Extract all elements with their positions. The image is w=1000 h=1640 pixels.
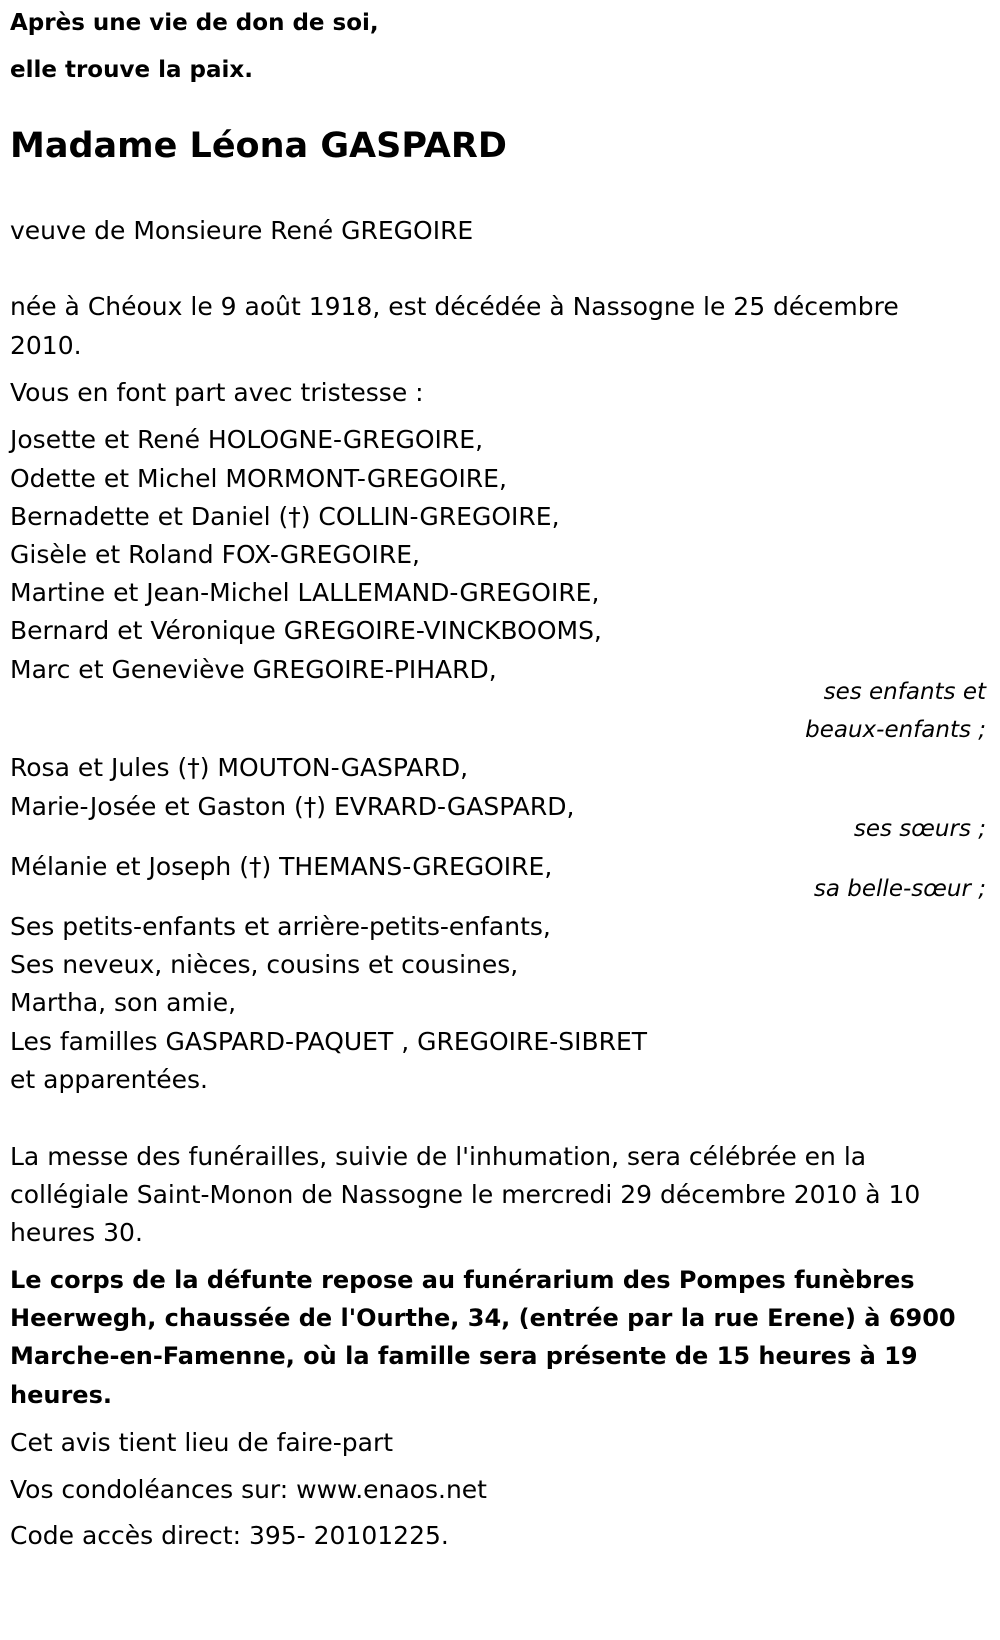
sister-in-law-relation: sa belle-sœur ;: [813, 876, 986, 902]
child-name: Bernard et Véronique GREGOIRE-VINCKBOOMS,: [10, 616, 602, 645]
other-relatives-line: Martha, son amie,: [10, 988, 237, 1017]
sister-in-law-name: Mélanie et Joseph (†) THEMANS-GREGOIRE,: [10, 852, 553, 881]
deceased-name: Madame Léona GASPARD: [10, 126, 507, 166]
funeral-mass-line: collégiale Saint-Monon de Nassogne le mercredi 29 décembre 2010 à 10: [10, 1180, 921, 1209]
funeral-mass-line: La messe des funérailles, suivie de l'inhumation, sera célébrée en la: [10, 1142, 867, 1171]
other-relatives-line: Les familles GASPARD-PAQUET , GREGOIRE-SIBRET: [10, 1027, 648, 1056]
sister-name: Marie-Josée et Gaston (†) EVRARD-GASPARD,: [10, 792, 575, 821]
sister-name: Rosa et Jules (†) MOUTON-GASPARD,: [10, 753, 469, 782]
widow-of: veuve de Monsieure René GREGOIRE: [10, 216, 474, 245]
child-name: Bernadette et Daniel (†) COLLIN-GREGOIRE,: [10, 502, 560, 531]
child-name: Josette et René HOLOGNE-GREGOIRE,: [10, 425, 484, 454]
sisters-relation: ses sœurs ;: [853, 816, 986, 842]
children-relation-line-1: ses enfants et: [823, 679, 986, 705]
funerarium-line: Le corps de la défunte repose au funérarium des Pompes funèbres: [10, 1266, 915, 1294]
epigraph-line-1: Après une vie de don de soi,: [10, 10, 379, 36]
condolences-text: Vos condoléances sur: www.enaos.net: [10, 1475, 487, 1504]
intro-text: Vous en font part avec tristesse :: [10, 378, 424, 407]
funeral-mass-line: heures 30.: [10, 1218, 143, 1247]
funerarium-line: Heerwegh, chaussée de l'Ourthe, 34, (entrée par la rue Erene) à 6900: [10, 1304, 956, 1332]
child-name: Martine et Jean-Michel LALLEMAND-GREGOIRE,: [10, 578, 600, 607]
children-relation-line-2: beaux-enfants ;: [805, 717, 986, 743]
child-name: Odette et Michel MORMONT-GREGOIRE,: [10, 464, 507, 493]
other-relatives-line: Ses neveux, nièces, cousins et cousines,: [10, 950, 519, 979]
epigraph-line-2: elle trouve la paix.: [10, 57, 253, 83]
other-relatives-line: et apparentées.: [10, 1065, 208, 1094]
child-name: Marc et Geneviève GREGOIRE-PIHARD,: [10, 655, 497, 684]
birth-death-line-2: 2010.: [10, 331, 82, 360]
funerarium-line: heures.: [10, 1381, 112, 1409]
child-name: Gisèle et Roland FOX-GREGOIRE,: [10, 540, 420, 569]
access-code-text: Code accès direct: 395- 20101225.: [10, 1521, 449, 1550]
funerarium-line: Marche-en-Famenne, où la famille sera présente de 15 heures à 19: [10, 1342, 918, 1370]
birth-death-line-1: née à Chéoux le 9 août 1918, est décédée à Nassogne le 25 décembre: [10, 292, 899, 321]
other-relatives-line: Ses petits-enfants et arrière-petits-enfants,: [10, 912, 551, 941]
notice-text: Cet avis tient lieu de faire-part: [10, 1428, 394, 1457]
